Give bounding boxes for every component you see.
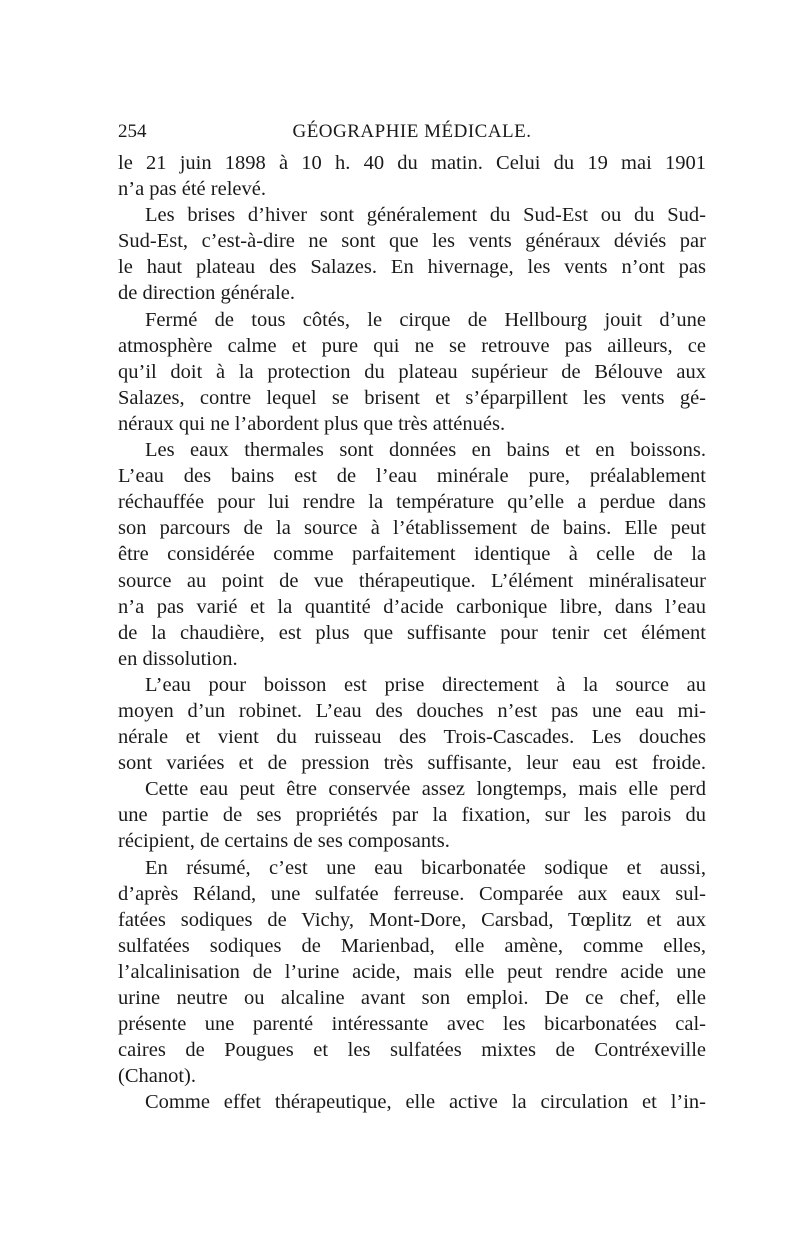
text-line: de la chaudière, est plus que suffisante pour tenir cet élément — [118, 621, 706, 644]
text-line: le 21 juin 1898 à 10 h. 40 du matin. Celui du 19 mai 1901 — [118, 152, 706, 174]
text-line: réchauffée pour lui rendre la température qu’elle a perdue dans — [118, 491, 706, 514]
text-line: présente une parenté intéressante avec les bicarbonatées cal- — [118, 1013, 706, 1036]
text-line: Salazes, contre lequel se brisent et s’éparpillent les vents gé- — [118, 386, 706, 409]
text-line: (Chanot). — [118, 1065, 196, 1088]
page-header — [118, 117, 706, 147]
text-line: néraux qui ne l’abordent plus que très atténués. — [118, 412, 506, 435]
text-line: fatées sodiques de Vichy, Mont-Dore, Carsbad, Tœplitz et aux — [118, 908, 706, 931]
text-line: l’alcalinisation de l’urine acide, mais elle peut rendre acide une — [118, 960, 706, 983]
text-line: caires de Pougues et les sulfatées mixtes de Contréxeville — [118, 1039, 706, 1062]
text-line: moyen d’un robinet. L’eau des douches n’est pas une eau mi- — [118, 699, 706, 722]
text-line: de direction générale. — [118, 282, 296, 305]
text-line: une partie de ses propriétés par la fixation, sur les parois du — [118, 804, 706, 827]
text-line: le haut plateau des Salazes. En hivernage, les vents n’ont pas — [118, 256, 706, 279]
text-line: son parcours de la source à l’établissement de bains. Elle peut — [118, 517, 706, 540]
text-line: Les brises d’hiver sont généralement du Sud-Est ou du Sud- — [145, 204, 706, 227]
text-line: en dissolution. — [118, 647, 238, 670]
text-line: récipient, de certains de ses composants. — [118, 830, 450, 853]
text-line: être considérée comme parfaitement identique à celle de la — [118, 543, 706, 566]
running-title: GÉOGRAPHIE MÉDICALE. — [292, 121, 532, 142]
text-line: L’eau pour boisson est prise directement à la source au — [145, 673, 706, 696]
body-text — [118, 150, 706, 1115]
text-line: sont variées et de pression très suffisante, leur eau est froide. — [118, 752, 706, 775]
text-line: nérale et vient du ruisseau des Trois-Cascades. Les douches — [118, 726, 706, 749]
text-line: En résumé, c’est une eau bicarbonatée sodique et aussi, — [145, 856, 706, 879]
text-line: qu’il doit à la protection du plateau supérieur de Bélouve aux — [118, 360, 706, 383]
page-number: 254 — [118, 121, 147, 142]
text-line: Cette eau peut être conservée assez longtemps, mais elle perd — [145, 778, 706, 801]
text-line: n’a pas varié et la quantité d’acide carbonique libre, dans l’eau — [118, 595, 706, 618]
text-line: urine neutre ou alcaline avant son emploi. De ce chef, elle — [118, 987, 706, 1009]
text-line: Fermé de tous côtés, le cirque de Hellbourg jouit d’une — [145, 308, 706, 331]
text-line: atmosphère calme et pure qui ne se retrouve pas ailleurs, ce — [118, 334, 706, 357]
text-line: Les eaux thermales sont données en bains et en boissons. — [145, 439, 706, 462]
text-line: source au point de vue thérapeutique. L’élément minéralisateur — [118, 569, 706, 592]
text-line: Comme effet thérapeutique, elle active la circulation et l’in- — [145, 1091, 706, 1114]
text-line: L’eau des bains est de l’eau minérale pure, préalablement — [118, 465, 706, 488]
text-line: d’après Réland, une sulfatée ferreuse. Comparée aux eaux sul- — [118, 882, 706, 905]
text-line: Sud-Est, c’est-à-dire ne sont que les vents généraux déviés par — [118, 230, 706, 253]
text-line: n’a pas été relevé. — [118, 178, 266, 201]
text-line: sulfatées sodiques de Marienbad, elle amène, comme elles, — [118, 934, 706, 957]
